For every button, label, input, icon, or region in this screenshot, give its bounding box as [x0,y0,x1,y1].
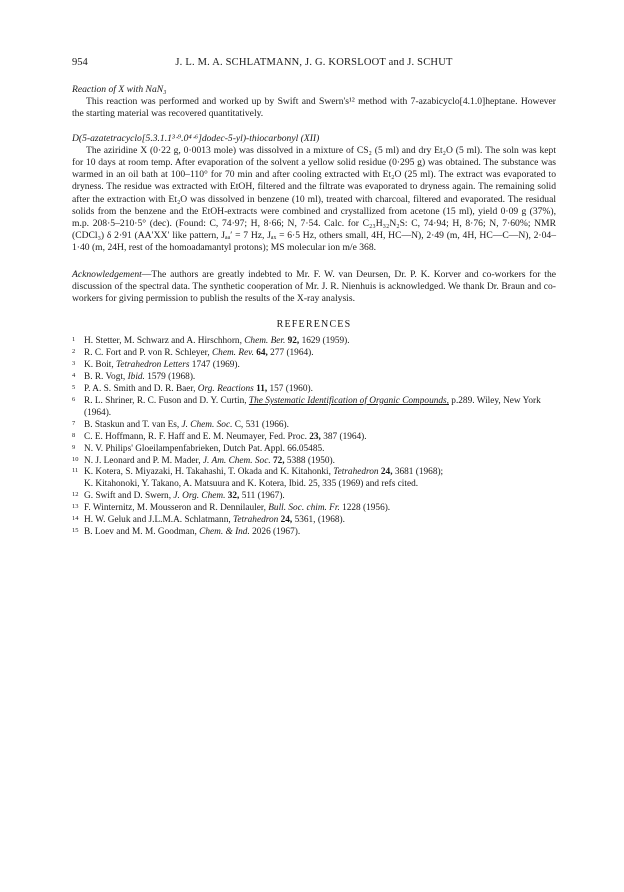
reference-number: 8 [72,431,76,439]
article-body [72,84,556,539]
reference-authors: G. Swift and D. Swern, [84,491,174,502]
reference-number: 6 [72,395,76,403]
reference-number: 13 [72,503,79,511]
reference-volume: 72, [270,455,285,466]
reference-number: 15 [72,526,79,534]
reference-pages-year: 2026 (1967). [249,526,301,537]
reference-volume: 64, [253,348,268,359]
reference-item [72,456,556,468]
reference-number: 10 [72,455,79,463]
reference-authors: B. Staskun and T. van Es, [84,419,182,430]
reference-number: 7 [72,419,76,427]
reference-item [72,467,556,491]
section-heading-compound: D(5-azatetracyclo[5.3.1.1³‧⁹.0⁴‧⁶]dodec-5-yl)-thiocarbonyl (XII) [72,132,320,144]
reference-authors: P. A. S. Smith and D. R. Baer, [84,384,198,395]
reference-pages-year: C, 531 (1966). [232,419,289,430]
reference-continuation: K. Kitahonoki, Y. Takano, A. Matsuura and K. Kotera, Ibid. 25, 335 (1969) and refs cited. [84,479,419,490]
reference-authors: N. V. Philips' Gloeilampenfabrieken, Dutch Pat. Appl. 66.05485. [84,443,325,454]
reference-journal: Org. Reactions [197,384,254,395]
reference-item [72,348,556,360]
reference-authors: H. Stetter, M. Schwarz and A. Hirschhorn, [84,336,245,347]
reference-item [72,432,556,444]
reference-number: 3 [72,360,76,368]
reference-journal: Tetrahedron [233,515,279,526]
reference-pages-year: 5361, (1968). [292,515,345,526]
reference-journal: Chem. & Ind. [199,526,250,537]
reference-number: 2 [72,348,76,356]
reference-journal: J. Org. Chem. [173,491,226,502]
reference-pages-year: 3681 (1968); [392,467,444,478]
reference-journal: Chem. Ber. [244,336,286,347]
reference-number: 12 [72,491,79,499]
reference-pages-year: 277 (1964). [267,348,314,359]
reference-journal: The Systematic Identification of Organic Compounds, [248,395,449,406]
reference-authors: N. J. Leonard and P. M. Mader, [84,455,203,466]
reference-authors: F. Winternitz, M. Mousseron and R. Dennilauler, [84,503,269,514]
reference-journal: J. Chem. Soc. [181,419,233,430]
reference-item [72,444,556,456]
reference-pages-year: 511 (1967). [239,491,285,502]
reference-number: 11 [72,467,79,475]
reference-pages-year: 1228 (1956). [339,503,391,514]
reference-journal: Bull. Soc. chim. Fr. [268,503,340,514]
reference-authors: K. Boit, [84,360,117,371]
reference-authors: H. W. Geluk and J.L.M.A. Schlatmann, [84,515,233,526]
reference-pages-year: 157 (1960). [267,384,313,395]
section-paragraph-reaction: This reaction was performed and worked up by Swift and Swern's¹² method with 7-azabicyclo[4.1.0]heptane. However the starting material was recovered quantitatively. [72,96,556,120]
reference-item [72,372,556,384]
section-heading-reaction: Reaction of X with NaN₃ [72,84,167,95]
reference-volume: 24, [278,515,293,526]
reference-authors: B. R. Vogt, [84,372,128,383]
section-paragraph-compound: The aziridine X (0·22 g, 0·0013 mole) was dissolved in a mixture of CS₂ (5 ml) and dry Et₂O (5 ml). The soln was kept for 10 days at room temp. After evaporation of the solvent a yellow solid residue (0·295 g) was obtained. The substance was warmed in an oil bath at 100–110° for 70 min and after cooling extracted with Et₂O (25 ml). The extract was evaporated to dryness. The residue was extracted with EtOH, filtered and the filtrate was evaporated to dryness again. The remaining solid after the extraction with Et₂O was dissolved in benzene (10 ml), treated with charcoal, filtered and evaporated. The residual solids from the benzene and the EtOH-extracts were combined and crystallized from acetone (15 ml), yield 0·09 g (37%), m.p. 208·5–210·5° (dec). (Found: C, 74·97; H, 8·66; N, 7·54. Calc. for C₂₃H₃₂N₂S: C, 74·94; H, 8·76; N, 7·60%; NMR (CDCl₃) δ 2·91 (AA′XX′ like pattern, Jₐₐ′ = 7 Hz, Jₐₓ = 6·5 Hz, others small, 4H, HC—N), 2·49 (m, 4H, HC—C—N), 2·04–1·40 (m, 24H, rest of the homoadamantyl protons); MS molecular ion m/e 368. [72,144,556,254]
references-title: REFERENCES [276,319,352,331]
reference-pages-year: p.289. Wiley, New York (1964). [84,395,541,418]
reference-volume: 24, [378,467,393,478]
reference-authors: R. L. Shriner, R. C. Fuson and D. Y. Curtin, [84,395,249,406]
reference-number: 5 [72,384,76,392]
reference-authors: C. E. Hoffmann, R. F. Haff and E. M. Neumayer, Fed. Proc. [84,431,310,442]
acknowledgement [72,269,556,306]
reference-volume: 32, [225,491,240,502]
reference-item [72,491,556,503]
reference-volume: 11, [253,384,268,395]
acknowledgement-text: —The authors are greatly indebted to Mr. F. W. van Deursen, Dr. P. K. Korver and co-workers for the discussion of the spectral data. The synthetic cooperation of Mr. J. R. Nienhuis is acknowledged. We thank Dr. Braun and co-workers for giving permission to publish the results of the X-ray analysis. [72,268,556,305]
page-number: 954 [72,57,88,68]
reference-journal: Tetrahedron [333,467,379,478]
acknowledgement-label: Acknowledgement [72,268,142,280]
reference-item [72,527,556,539]
reference-pages-year: 1747 (1969). [189,360,240,371]
reference-authors: B. Loev and M. M. Goodman, [84,526,200,537]
reference-item [72,360,556,372]
reference-pages-year: 387 (1964). [320,431,367,442]
reference-number: 9 [72,443,76,451]
reference-volume: 23, [309,431,321,442]
reference-item [72,384,556,396]
reference-pages-year: 5388 (1950). [284,455,335,466]
reference-journal: Chem. Rev. [211,348,254,359]
reference-authors: R. C. Fort and P. von R. Schleyer, [84,348,212,359]
reference-number: 4 [72,372,76,380]
reference-number: 1 [72,336,76,344]
reference-authors: K. Kotera, S. Miyazaki, H. Takahashi, T. Okada and K. Kitahonki, [84,467,334,478]
reference-item [72,420,556,432]
reference-item [72,336,556,348]
running-title: J. L. M. A. SCHLATMANN, J. G. KORSLOOT and J. SCHUT [175,57,453,68]
page-header [72,57,556,73]
reference-volume: 92, [285,336,300,347]
reference-item [72,396,556,420]
references-list [72,336,556,538]
reference-pages-year: 1579 (1968). [144,372,196,383]
reference-number: 14 [72,515,79,523]
reference-item [72,515,556,527]
reference-item [72,503,556,515]
reference-journal: J. Am. Chem. Soc. [202,455,271,466]
reference-pages-year: 1629 (1959). [299,336,350,347]
reference-journal: Tetrahedron Letters [116,360,190,371]
reference-journal: Ibid. [127,372,145,383]
